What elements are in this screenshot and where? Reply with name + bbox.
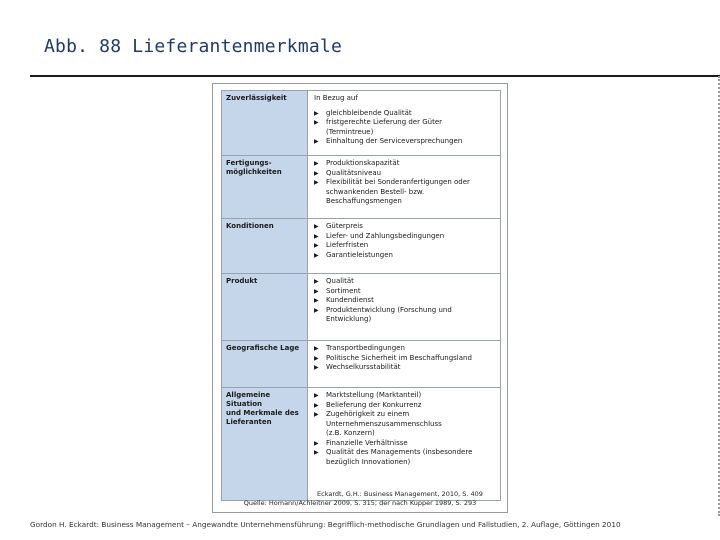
criteria-cell [308,91,500,155]
list-item-text: Produktionskapazität [326,159,400,167]
source-line-2: Quelle: Homann/Achleitner 2009, S. 315; der nach Kupper 1989, S. 293 [243,499,477,507]
criteria-cell [308,388,500,500]
list-item [314,169,496,179]
category-cell: Geografische Lage [222,341,308,387]
triangle-bullet-icon: ▶ [314,232,319,240]
list-item-text: Sortiment [326,286,361,295]
list-item [314,251,496,261]
criteria-list [314,391,496,467]
list-item [314,306,496,325]
criteria-list [314,344,496,373]
triangle-bullet-icon: ▶ [314,138,319,145]
list-item [314,159,496,169]
list-item [314,118,496,137]
list-item [314,178,496,207]
triangle-bullet-icon: ▶ [314,345,319,352]
list-item-text: Marktstellung (Marktanteil) [326,391,422,399]
list-item-text: Kundendienst [326,296,374,304]
list-item [314,363,496,373]
list-item-text: Zugehörigkeit zu einem Unternehmenszusammenschluss (z.B. Konzern) [326,410,442,437]
source-line-1: Eckardt, G.H.: Business Management, 2010, S. 409 [317,490,483,498]
list-item-text: Liefer- und Zahlungsbedingungen [326,231,445,240]
triangle-bullet-icon: ▶ [314,401,319,409]
list-item [314,439,496,449]
list-item [314,296,496,306]
triangle-bullet-icon: ▶ [314,287,319,295]
triangle-bullet-icon: ▶ [314,439,319,447]
list-item-text: fristgerechte Lieferung der Güter (Termintreue) [326,118,443,136]
list-item [314,137,496,147]
dotted-border [704,76,720,516]
list-item-text: Qualitätsniveau [326,168,382,177]
criteria-cell [308,274,500,340]
list-item-text: Belieferung der Konkurrenz [326,400,422,409]
triangle-bullet-icon: ▶ [314,119,319,126]
figure-frame [212,83,508,513]
list-item-text: Flexibilität bei Sonderanfertigungen oder schwankenden Bestell- bzw. Beschaffungsmengen [326,178,470,205]
table-row [222,273,500,340]
triangle-bullet-icon: ▶ [314,354,319,362]
list-item [314,401,496,411]
triangle-bullet-icon: ▶ [314,169,319,177]
category-cell: Zuverlässigkeit [222,91,308,155]
criteria-list [314,277,496,325]
list-item-text: Wechselkursstabilität [326,363,401,371]
table-row [222,91,500,155]
category-cell: Konditionen [222,219,308,273]
list-item-text: Politische Sicherheit im Beschaffungsland [326,353,472,362]
list-item-text: Finanzielle Verhältnisse [326,438,408,447]
list-item [314,391,496,401]
criteria-cell [308,341,500,387]
list-item-text: Transportbedingungen [326,344,405,352]
list-item [314,344,496,354]
list-item-text: Qualität des Managements (insbesondere bezüglich Innovationen) [326,448,473,466]
triangle-bullet-icon: ▶ [314,179,319,186]
category-cell: Fertigungs- möglichkeiten [222,156,308,218]
category-cell: Produkt [222,274,308,340]
criteria-cell [308,219,500,273]
slide-footer: Gordon H. Eckardt: Business Management – Angewandte Unternehmensführung: Begrifflich-methodische Grundlagen und Fallstudien, 2. Auflage, Göttingen 2010 [30,520,621,529]
criteria-list [314,159,496,207]
triangle-bullet-icon: ▶ [314,251,319,259]
triangle-bullet-icon: ▶ [314,160,319,167]
table-row [222,155,500,218]
triangle-bullet-icon: ▶ [314,392,319,399]
list-item-text: Einhaltung der Serviceversprechungen [326,137,463,145]
triangle-bullet-icon: ▶ [314,109,319,117]
table-row [222,387,500,500]
triangle-bullet-icon: ▶ [314,242,319,249]
list-item [314,448,496,467]
table-row [222,340,500,387]
table-row [222,218,500,273]
triangle-bullet-icon: ▶ [314,449,319,456]
list-item [314,222,496,232]
criteria-list [314,222,496,260]
criteria-list [314,109,496,147]
list-item [314,354,496,364]
list-item-text: Produktentwicklung (Forschung und Entwicklung) [326,305,452,323]
list-item-text: Qualität [326,277,354,285]
slide-title: Abb. 88 Lieferantenmerkmale [44,36,342,57]
supplier-criteria-table [221,90,501,501]
criteria-cell [308,156,500,218]
criteria-intro: In Bezug auf [314,94,358,102]
list-item [314,410,496,439]
triangle-bullet-icon: ▶ [314,278,319,285]
figure-source [217,490,503,510]
list-item-text: Lieferfristen [326,241,369,249]
triangle-bullet-icon: ▶ [314,223,319,230]
triangle-bullet-icon: ▶ [314,297,319,304]
list-item [314,232,496,242]
list-item [314,277,496,287]
list-item-text: Garantieleistungen [326,250,393,259]
list-item-text: Güterpreis [326,222,363,230]
title-underline [30,75,720,77]
list-item [314,241,496,251]
list-item-text: gleichbleibende Qualität [326,108,412,117]
list-item [314,109,496,119]
list-item [314,287,496,297]
category-cell: Allgemeine Situation und Merkmale des Lieferanten [222,388,308,500]
triangle-bullet-icon: ▶ [314,411,319,418]
triangle-bullet-icon: ▶ [314,364,319,371]
triangle-bullet-icon: ▶ [314,306,319,314]
